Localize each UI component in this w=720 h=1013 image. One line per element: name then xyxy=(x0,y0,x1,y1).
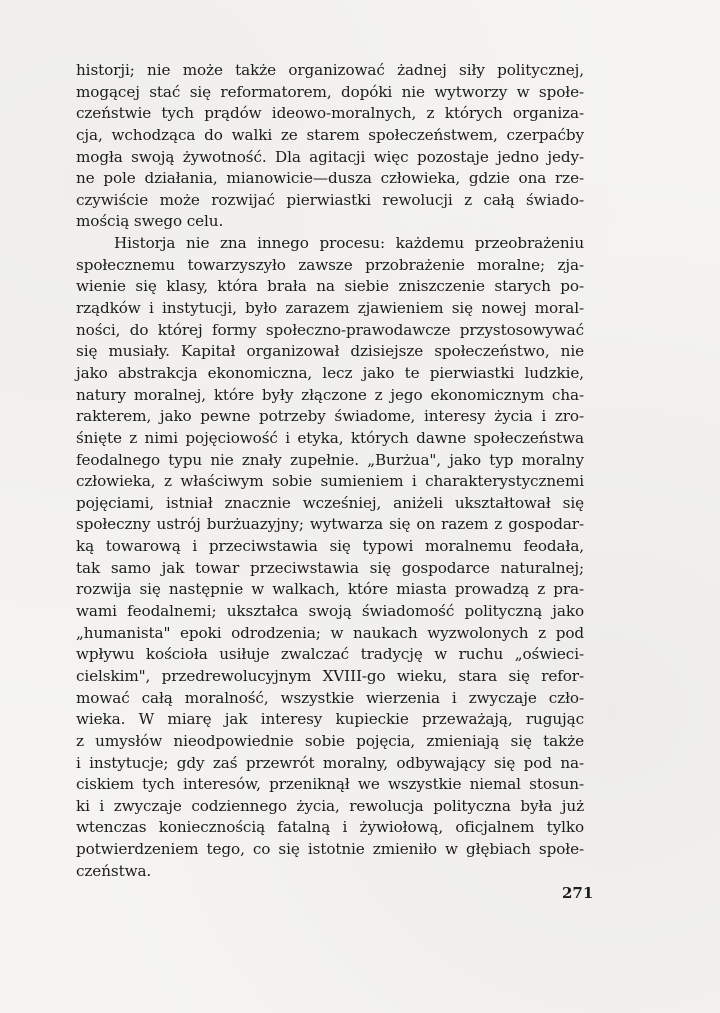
text-line: ką towarową i przeciwstawia się typowi moralnemu feodała, xyxy=(76,537,584,556)
text-line: mogła swoją żywotność. Dla agitacji więc pozostaje jedno jedy- xyxy=(76,147,584,166)
text-line: społecznemu towarzyszyło zawsze przobrażenie moralne; zja- xyxy=(76,255,584,274)
text-line: cja, wchodząca do walki ze starem społeczeństwem, czerpaćby xyxy=(76,125,584,144)
text-line: wieka. W miarę jak interesy kupieckie przeważają, rugując xyxy=(76,710,584,729)
text-line: czywiście może rozwijać pierwiastki rewolucji z całą świado- xyxy=(76,190,584,209)
text-line: się musiały. Kapitał organizował dzisiejsze społeczeństwo, nie xyxy=(76,342,584,361)
text-line: człowieka, z właściwym sobie sumieniem i charakterystycznemi xyxy=(76,472,584,491)
body-text xyxy=(76,60,584,882)
text-line: jako abstrakcja ekonomiczna, lecz jako te pierwiastki ludzkie, xyxy=(76,363,584,382)
text-line: „humanista" epoki odrodzenia; w naukach wyzwolonych z pod xyxy=(76,623,584,642)
text-line: społeczny ustrój burżuazyjny; wytwarza się on razem z gospodar- xyxy=(76,515,584,534)
text-line: natury moralnej, które były złączone z jego ekonomicznym cha- xyxy=(76,385,584,404)
text-line: Historja nie zna innego procesu: każdemu przeobrażeniu xyxy=(114,234,584,253)
text-line: historji; nie może także organizować żadnej siły politycznej, xyxy=(76,61,584,79)
text-line: mogącej stać się reformatorem, dopóki nie wytworzy w społe- xyxy=(76,82,584,101)
text-line: wami feodalnemi; ukształca swoją świadomość polityczną jako xyxy=(76,602,584,621)
text-line: rozwija się następnie w walkach, które miasta prowadzą z pra- xyxy=(76,580,584,599)
text-line: rakterem, jako pewne potrzeby świadome, interesy życia i zro- xyxy=(76,407,584,426)
text-line: śnięte z nimi pojęciowość i etyka, których dawne społeczeństwa xyxy=(76,428,584,447)
text-line: wpływu kościoła usiłuje zwalczać tradycję w ruchu „oświeci- xyxy=(76,645,584,664)
text-line: feodalnego typu nie znały zupełnie. „Burżua", jako typ moralny xyxy=(76,450,584,469)
text-line: wienie się klasy, która brała na siebie zniszczenie starych po- xyxy=(76,277,584,296)
text-line: cielskim", przedrewolucyjnym XVIII-go wieku, stara się refor- xyxy=(76,666,584,685)
text-line: rządków i instytucji, było zarazem zjawieniem się nowej moral- xyxy=(76,299,584,318)
page-number: 271 xyxy=(562,884,594,902)
text-line: ciskiem tych interesów, przeniknął we wszystkie niemal stosun- xyxy=(76,775,584,794)
text-line: z umysłów nieodpowiednie sobie pojęcia, zmieniają się także xyxy=(76,731,584,750)
text-line: ne pole działania, mianowicie—dusza człowieka, gdzie ona rze- xyxy=(76,169,584,188)
text-line: mością swego celu. xyxy=(76,212,224,231)
text-line: ności, do której formy społeczno-prawodawcze przystosowywać xyxy=(76,320,584,339)
text-line: pojęciami, istniał znacznie wcześniej, aniżeli ukształtował się xyxy=(76,493,584,512)
text-line: wtenczas koniecznością fatalną i żywiołową, oficjalnem tylko xyxy=(76,818,584,837)
text-line: ki i zwyczaje codziennego życia, rewolucja polityczna była już xyxy=(76,796,584,815)
text-line: mować całą moralność, wszystkie wierzenia i zwyczaje czło- xyxy=(76,688,584,707)
text-line: potwierdzeniem tego, co się istotnie zmieniło w głębiach społe- xyxy=(76,840,584,859)
text-line: czeństwie tych prądów ideowo-moralnych, z których organiza- xyxy=(76,104,584,123)
text-line: i instytucje; gdy zaś przewrót moralny, odbywający się pod na- xyxy=(76,753,584,772)
text-line: czeństwa. xyxy=(76,861,152,880)
text-line: tak samo jak towar przeciwstawia się gospodarce naturalnej; xyxy=(76,558,584,577)
